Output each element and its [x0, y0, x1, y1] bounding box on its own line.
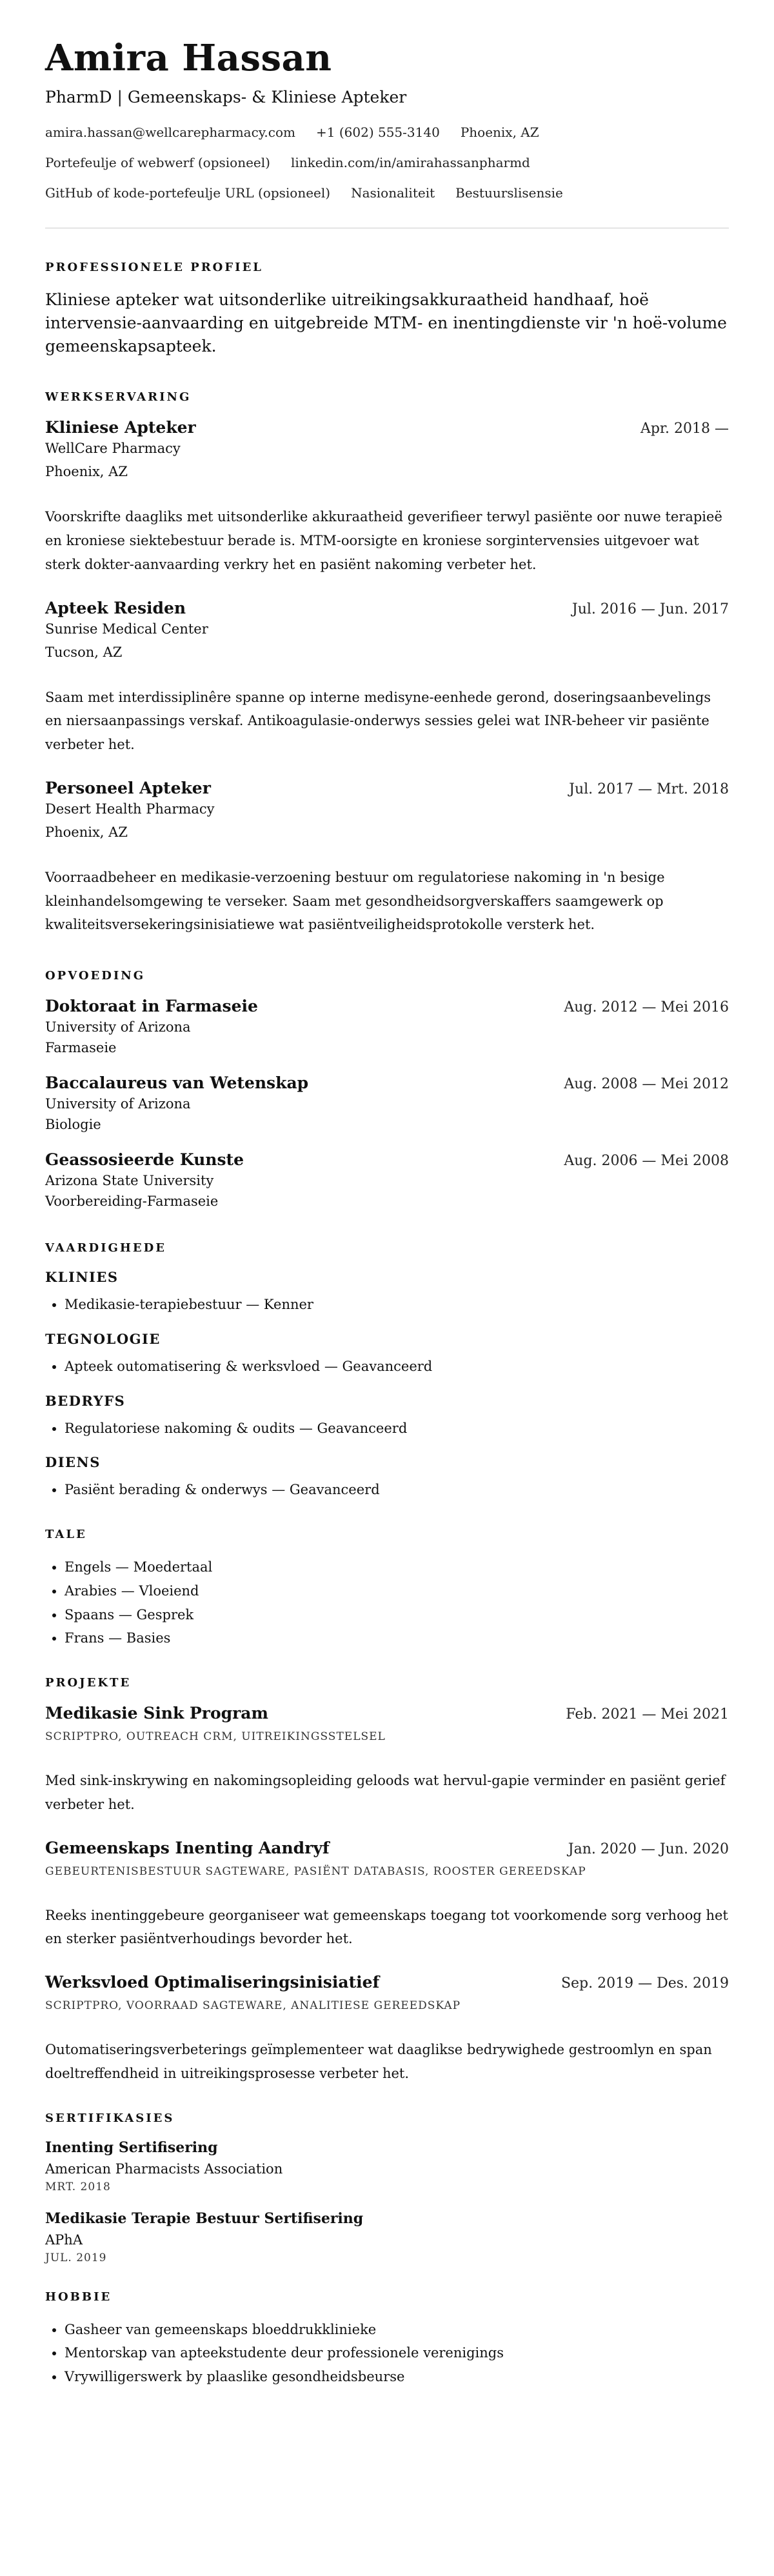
- project-title: Medikasie Sink Program: [45, 1704, 268, 1723]
- project-tech: SCRIPTPRO, VOORRAAD SAGTEWARE, ANALITIESE GEREEDSKAP: [45, 1999, 461, 2013]
- job-title: Apteek Residen: [45, 598, 186, 617]
- project-entry: [45, 1839, 729, 1952]
- degree-title: Baccalaureus van Wetenskap: [45, 1073, 309, 1093]
- certifications-section: [45, 2112, 729, 2264]
- project-description: Outomatiseringsverbeterings geïmplementeer wat daaglikse bedrywighede gestroomlyn en span doeltreffendheid in uitreikingsprosesse verbeter het.: [45, 2042, 712, 2081]
- language-item: • Engels — Moedertaal: [64, 1555, 729, 1579]
- certification-issuer: American Pharmacists Association: [45, 2161, 283, 2177]
- candidate-headline: PharmD | Gemeenskaps- & Kliniese Apteker: [45, 87, 407, 106]
- contact-nationality: Nasionaliteit: [351, 185, 435, 201]
- candidate-name: Amira Hassan: [45, 37, 332, 79]
- degree-title: Geassosieerde Kunste: [45, 1150, 244, 1170]
- profile-text: Kliniese apteker wat uitsonderlike uitreikingsakkuraatheid handhaaf, hoë intervensie-aanvaarding en uitgebreide MTM- en inentingdienste vir 'n hoë-volume gemeenskapsapteek.: [45, 290, 727, 356]
- certification-date: JUL. 2019: [45, 2251, 107, 2264]
- certification-entry: [45, 2210, 729, 2264]
- certification-issuer: APhA: [45, 2232, 83, 2248]
- degree-field: Farmaseie: [45, 1040, 117, 1056]
- skills-section: [45, 1241, 729, 1502]
- degree-institution: University of Arizona: [45, 1019, 191, 1035]
- skill-list: [45, 1478, 729, 1502]
- contact-row-3: [45, 185, 729, 201]
- job-date: Jul. 2016 — Jun. 2017: [571, 601, 729, 617]
- skill-item: • Apteek outomatisering & werksvloed — Geavanceerd: [64, 1355, 729, 1379]
- skill-category: KLINIES: [45, 1269, 119, 1286]
- job-description: Saam met interdissiplinêre spanne op interne medisyne-eenhede gerond, doseringsaanbevelings en niersaanpassings verskaf. Antikoagulasie-onderwys sessies gelei wat INR-beheer vir pasiënte verbeter het.: [45, 689, 711, 753]
- section-title-profile: PROFESSIONELE PROFIEL: [45, 260, 263, 274]
- education-entry: [45, 997, 729, 1055]
- project-date: Jan. 2020 — Jun. 2020: [568, 1841, 729, 1857]
- hobby-item: • Vrywilligerswerk by plaaslike gesondheidsbeurse: [64, 2365, 729, 2389]
- contact-row-1: [45, 125, 729, 140]
- degree-title: Doktoraat in Farmaseie: [45, 997, 258, 1016]
- job-employer: Sunrise Medical Center: [45, 621, 208, 637]
- job-date: Jul. 2017 — Mrt. 2018: [569, 781, 729, 797]
- job-title: Personeel Apteker: [45, 778, 211, 797]
- project-entry: [45, 1704, 729, 1817]
- work-entry: [45, 418, 729, 576]
- job-employer: Desert Health Pharmacy: [45, 801, 215, 817]
- project-entry: [45, 1973, 729, 2086]
- languages-section: [45, 1528, 729, 1650]
- project-tech: GEBEURTENISBESTUUR SAGTEWARE, PASIËNT DATABASIS, ROOSTER GEREEDSKAP: [45, 1864, 586, 1878]
- resume-header: [45, 39, 729, 201]
- job-location: Tucson, AZ: [45, 644, 123, 660]
- skill-list: [45, 1417, 729, 1441]
- contact-linkedin[interactable]: linkedin.com/in/amirahassanpharmd: [290, 154, 530, 170]
- project-title: Werksvloed Optimaliseringsinisiatief: [45, 1973, 380, 1992]
- skill-list: [45, 1293, 729, 1317]
- contact-github[interactable]: GitHub of kode-portefeulje URL (opsioneel): [45, 185, 331, 201]
- job-location: Phoenix, AZ: [45, 824, 128, 840]
- projects-section: [45, 1676, 729, 2086]
- education-entry: [45, 1073, 729, 1132]
- degree-date: Aug. 2006 — Mei 2008: [564, 1153, 729, 1170]
- section-title-work: WERKSERVARING: [45, 390, 192, 404]
- job-description: Voorskrifte daagliks met uitsonderlike akkuraatheid geverifieer terwyl pasiënte oor nuwe terapieë en kroniese siektebestuur berade is. MTM-oorsigte en kroniese sorgintervensies uitgevoer wat sterk dokter-aanvaarding verkry het en pasiënt nakoming verbeter het.: [45, 509, 722, 572]
- project-tech: SCRIPTPRO, OUTREACH CRM, UITREIKINGSSTELSEL: [45, 1730, 386, 1744]
- skill-category: TEGNOLOGIE: [45, 1330, 161, 1347]
- hobby-list: [45, 2318, 729, 2389]
- degree-field: Voorbereiding-Farmaseie: [45, 1193, 219, 1210]
- job-description: Voorraadbeheer en medikasie-verzoening bestuur om regulatoriese nakoming in 'n besige kleinhandelsomgewing te verseker. Saam met gesondheidsorgverskaffers saamgewerk op kwaliteitsversekeringsinisiatiewe wat pasiëntveiligheidsprotokolle versterk het.: [45, 869, 665, 933]
- contact-row-2: [45, 155, 729, 170]
- education-entry: [45, 1150, 729, 1209]
- contact-email[interactable]: amira.hassan@wellcarepharmacy.com: [45, 124, 295, 140]
- language-item: • Spaans — Gesprek: [64, 1603, 729, 1627]
- project-title: Gemeenskaps Inenting Aandryf: [45, 1838, 330, 1857]
- certification-date: MRT. 2018: [45, 2180, 111, 2193]
- skill-item: • Pasiënt berading & onderwys — Geavanceerd: [64, 1478, 729, 1502]
- degree-field: Biologie: [45, 1117, 101, 1133]
- profile-section: [45, 261, 729, 359]
- hobby-item: • Mentorskap van apteekstudente deur professionele verenigings: [64, 2341, 729, 2365]
- contact-portfolio[interactable]: Portefeulje of webwerf (opsioneel): [45, 154, 270, 170]
- section-title-education: OPVOEDING: [45, 969, 146, 983]
- job-date: Apr. 2018 —: [640, 421, 729, 437]
- contact-phone[interactable]: +1 (602) 555-3140: [316, 124, 440, 140]
- degree-date: Aug. 2012 — Mei 2016: [564, 999, 729, 1016]
- degree-institution: Arizona State University: [45, 1173, 214, 1189]
- contact-location: Phoenix, AZ: [460, 124, 539, 140]
- project-date: Sep. 2019 — Des. 2019: [561, 1975, 729, 1992]
- skill-category: BEDRYFS: [45, 1392, 126, 1409]
- degree-institution: University of Arizona: [45, 1096, 191, 1112]
- job-title: Kliniese Apteker: [45, 418, 196, 437]
- education-section: [45, 969, 729, 1209]
- project-description: Reeks inentinggebeure georganiseer wat gemeenskaps toegang tot voorkomende sorg verhoog het en sterker pasiëntverhoudings bevorder het.: [45, 1907, 728, 1947]
- contact-license: Bestuurslisensie: [455, 185, 563, 201]
- skill-item: • Medikasie-terapiebestuur — Kenner: [64, 1293, 729, 1317]
- section-title-projects: PROJEKTE: [45, 1676, 132, 1690]
- language-list: [45, 1555, 729, 1650]
- job-location: Phoenix, AZ: [45, 464, 128, 480]
- language-item: • Arabies — Vloeiend: [64, 1579, 729, 1603]
- work-entry: [45, 599, 729, 757]
- work-section: [45, 390, 729, 937]
- section-title-languages: TALE: [45, 1528, 87, 1542]
- hobby-item: • Gasheer van gemeenskaps bloeddrukklinieke: [64, 2318, 729, 2342]
- certification-entry: [45, 2139, 729, 2193]
- hobbies-section: [45, 2290, 729, 2389]
- project-description: Med sink-inskrywing en nakomingsopleiding geloods wat hervul-gapie verminder en pasiënt gerief verbeter het.: [45, 1773, 726, 1812]
- certification-title: Medikasie Terapie Bestuur Sertifisering: [45, 2210, 364, 2227]
- degree-date: Aug. 2008 — Mei 2012: [564, 1076, 729, 1093]
- project-date: Feb. 2021 — Mei 2021: [566, 1706, 729, 1723]
- certification-title: Inenting Sertifisering: [45, 2139, 218, 2156]
- skill-item: • Regulatoriese nakoming & oudits — Geavanceerd: [64, 1417, 729, 1441]
- language-item: • Frans — Basies: [64, 1626, 729, 1650]
- job-employer: WellCare Pharmacy: [45, 441, 181, 457]
- section-title-certifications: SERTIFIKASIES: [45, 2111, 175, 2125]
- skill-list: [45, 1355, 729, 1379]
- work-entry: [45, 779, 729, 937]
- section-title-skills: VAARDIGHEDE: [45, 1241, 166, 1255]
- skill-category: DIENS: [45, 1454, 101, 1471]
- section-title-hobbies: HOBBIE: [45, 2290, 112, 2304]
